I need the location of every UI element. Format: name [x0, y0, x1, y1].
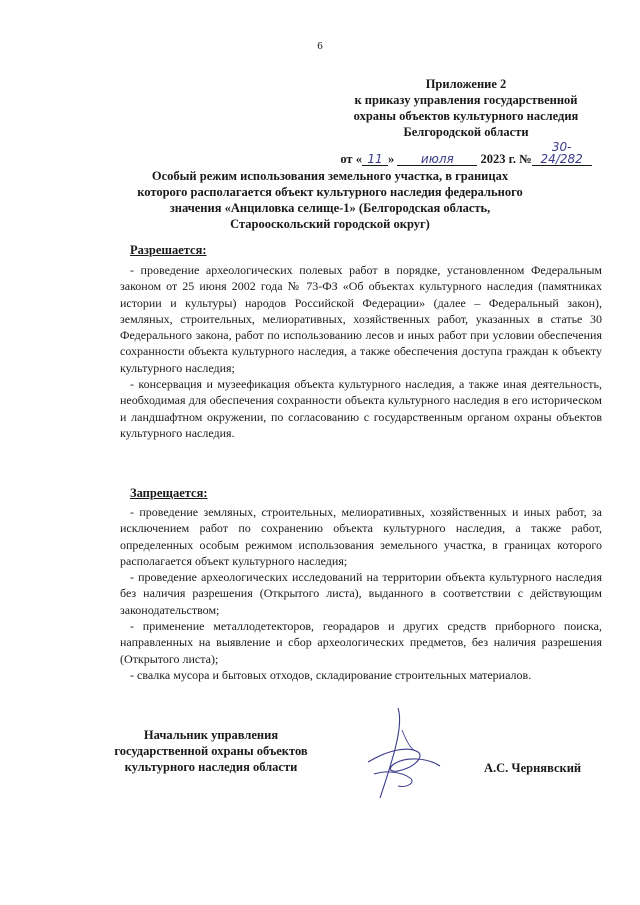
allowed-section	[120, 262, 602, 441]
appendix-line: охраны объектов культурного наследия	[353, 109, 579, 123]
forbidden-item: - применение металлодетекторов, георадаров и других средств приборного поиска, направленных на выявление и сбор археологических предметов, без наличия разрешения (Открытого листа);	[120, 619, 602, 666]
date-year: 2023 г. №	[480, 152, 532, 166]
allowed-item: - проведение археологических полевых работ в порядке, установленном Федеральным законом от 25 июня 2002 года № 73-ФЗ «Об объектах культурного наследия (памятниках истории и культуры) народов Российской Федерации» (далее – Федеральный закон), земляных, строительных, мелиоративных, хозяйственных работ, указанных в статье 30 Федерального закона, работ по использованию лесов и иных работ при условии обеспечения сохранности объекта культурного наследия, а также обеспечения доступа граждан к объекту культурного наследия;	[120, 263, 602, 375]
title-line: Особый режим использования земельного участка, в границах	[151, 169, 509, 183]
date-prefix: от «	[340, 152, 362, 166]
forbidden-section	[120, 504, 602, 683]
signatory-line: Начальник управления	[143, 728, 279, 742]
forbidden-item: - проведение археологических исследований на территории объекта культурного наследия без наличия разрешения (Открытого листа), выданного в соответствии с действующим законодательством;	[120, 570, 602, 617]
allowed-item: - консервация и музеефикация объекта культурного наследия, а также иная деятельность, необходимая для обеспечения сохранности объекта культурного наследия в его историческом и ландшафтном окружении, по согласованию с государственным органом охраны объектов культурного наследия.	[120, 377, 602, 440]
title-line: значения «Анциловка селище-1» (Белгородская область,	[169, 201, 491, 215]
handwritten-signature	[358, 700, 468, 810]
appendix-line: к приказу управления государственной	[354, 93, 578, 107]
signatory-line: культурного наследия области	[124, 760, 298, 774]
title-line: которого располагается объект культурного наследия федерального	[137, 185, 523, 199]
date-month: июля	[397, 153, 477, 166]
signatory-line: государственной охраны объектов	[114, 744, 308, 758]
appendix-header	[330, 76, 602, 167]
order-date-line	[330, 141, 602, 167]
signatory-name: А.С. Чернявский	[484, 761, 582, 775]
forbidden-item: - проведение земляных, строительных, мелиоративных, хозяйственных и иных работ, за исключением работ по сохранению объекта культурного наследия, а также работ, определенных особым режимом использования земельного участка, в границах которого располагается объект культурного наследия;	[120, 505, 602, 568]
allowed-heading: Разрешается:	[130, 243, 207, 257]
appendix-title: Приложение 2	[425, 77, 507, 91]
title-line: Старооскольский городской округ)	[230, 217, 430, 231]
signatory-title	[96, 727, 326, 775]
page-number: 6	[317, 40, 323, 52]
date-mid: »	[387, 152, 395, 166]
date-day: 11	[362, 153, 388, 166]
forbidden-item: - свалка мусора и бытовых отходов, складирование строительных материалов.	[130, 667, 532, 682]
document-title	[120, 168, 540, 232]
order-number: 30-24/282	[532, 141, 592, 166]
forbidden-heading: Запрещается:	[130, 486, 208, 500]
appendix-line: Белгородской области	[403, 125, 529, 139]
